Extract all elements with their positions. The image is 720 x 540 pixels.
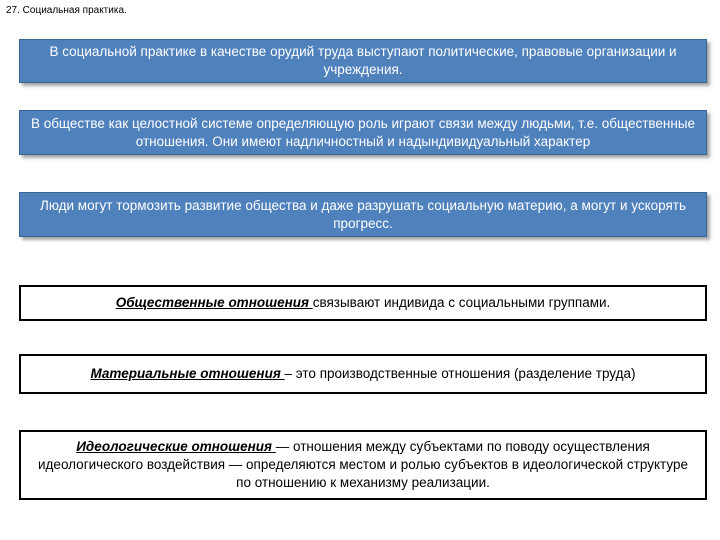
definition-body: связывают индивида с социальными группами.	[312, 295, 611, 310]
definition-text	[31, 438, 695, 492]
definition-term: Общественные отношения	[115, 295, 313, 310]
definition-body: – это производственные отношения (разделение труда)	[284, 366, 636, 381]
definition-box-ideological-relations	[19, 430, 707, 500]
info-box-social-relations	[19, 110, 707, 155]
definition-text	[116, 294, 611, 312]
definition-text	[91, 365, 636, 383]
info-box-text: В обществе как целостной системе определяющую роль играют связи между людьми, т.е. общественные отношения. Они имеют надличностный и надындивидуальный характер	[30, 115, 696, 149]
definition-box-material-relations	[19, 354, 707, 394]
definition-body: — отношения между субъектами по поводу осуществления идеологического воздействия — определяются местом и ролью субъектов в идеологической структуре по отношению к механизму реализации.	[38, 439, 688, 490]
info-box-progress	[19, 192, 707, 237]
definition-term: Материальные отношения	[90, 366, 285, 381]
info-box-text: Люди могут тормозить развитие общества и даже разрушать социальную материю, а могут и ускорять прогресс.	[39, 197, 687, 231]
slide-title: 27. Социальная практика.	[6, 5, 127, 16]
info-box-text: В социальной практике в качестве орудий труда выступают политические, правовые организации и учреждения.	[49, 44, 677, 77]
definition-term: Идеологические отношения	[76, 439, 276, 454]
info-box-instruments	[19, 39, 707, 83]
definition-box-social-relations	[19, 285, 707, 321]
